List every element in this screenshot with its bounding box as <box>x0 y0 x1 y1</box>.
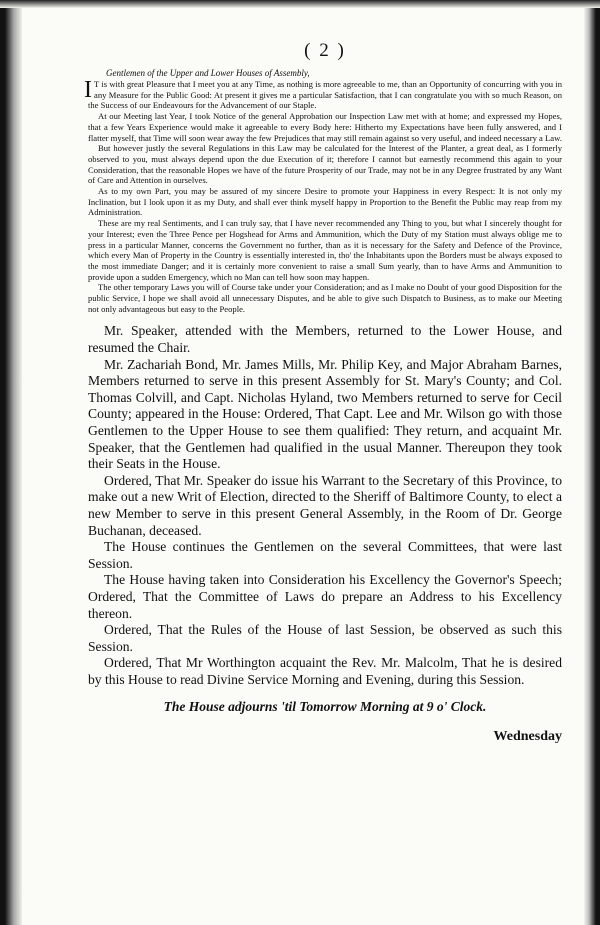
salutation: Gentlemen of the Upper and Lower Houses of Assembly, <box>106 68 310 78</box>
catchword: Wednesday <box>493 728 562 744</box>
address-paragraph-2: At our Meeting last Year, I took Notice of the general Approbation our Inspection Law met with at home; and expressed my Hopes, that a few Years Experience would make it agreeable to every Body here: Hitherto my Expectations have been fully answered, and I flatter myself, that Time will soon wear away the few Prejudices that may still remain against so very useful, and indeed necessary a Law. <box>88 111 562 143</box>
address-paragraph-5: These are my real Sentiments, and I can truly say, that I have never recommended any Thing to you, but what I sincerely thought for your Interest; even the Three Pence per Hogshead for Arms and Ammunition, which the Duty of my Station must always oblige me to press in a particular Manner, concerns the Government no further, than as it is necessary for the Safety and Defence of the Province, which every Man of Property in the Country is essentially interested in, tho' the Inhabitants upon the Borders must be always exposed to the most immediate Danger; and it is certainly more convenient to raise a small Sum yearly, than to have Arms and Ammunition to provide upon a sudden Emergency, which no Man can tell how soon may happen. <box>88 218 562 282</box>
proceedings-paragraph-7: Ordered, That Mr Worthington acquaint the Rev. Mr. Malcolm, That he is desired by this House to read Divine Service Morning and Evening, during this Session. <box>88 655 562 687</box>
address-paragraph-3: But however justly the several Regulations in this Law may be calculated for the Interest of the Planter, a great deal, as I formerly observed to you, must always depend upon the due Execution of it; therefore I cannot but earnestly recommend this again to your Consideration, that the reasonable Hopes we have of the future Prosperity of our Trade, may not be in any Degree frustrated by any Want of Care and Attention in ourselves. <box>88 143 562 186</box>
address-paragraph-1 <box>84 77 562 111</box>
proceedings-paragraph-5: The House having taken into Consideration his Excellency the Governor's Speech; Ordered, That the Committee of Laws do prepare an Address to his Excellency thereon. <box>88 572 562 621</box>
drop-cap: I <box>84 77 92 103</box>
house-proceedings <box>88 323 562 688</box>
address-paragraph-6: The other temporary Laws you will of Course take under your Consideration; and as I make no Doubt of your good Disposition for the public Service, I hope we shall avoid all unnecessary Disputes, and be able to give such Dispatch to Business, as to make our Meeting not only advantageous but easy to the People. <box>88 282 562 314</box>
proceedings-paragraph-4: The House continues the Gentlemen on the several Committees, that were last Session. <box>88 539 562 571</box>
adjournment-line: The House adjourns 'til Tomorrow Morning at 9 o' Clock. <box>163 698 487 714</box>
page-content <box>84 40 562 745</box>
scan-edge-left <box>0 0 22 925</box>
proceedings-paragraph-6: Ordered, That the Rules of the House of last Session, be observed as such this Session. <box>88 622 562 654</box>
scan-edge-right <box>584 0 600 925</box>
scan-edge-top <box>0 0 600 8</box>
address-paragraph-4: As to my own Part, you may be assured of my sincere Desire to promote your Happiness in every Respect: It is not only my Inclination, but I look upon it as my Duty, and shall ever think myself happy in Proportion to the Benefit the Public may reap from my Administration. <box>88 186 562 218</box>
proceedings-paragraph-3: Ordered, That Mr. Speaker do issue his Warrant to the Secretary of this Province, to make out a new Writ of Election, directed to the Sheriff of Baltimore County, to elect a new Member to serve in this present General Assembly, in the Room of Dr. George Buchanan, deceased. <box>88 472 562 538</box>
proceedings-paragraph-2: Mr. Zachariah Bond, Mr. James Mills, Mr. Philip Key, and Major Abraham Barnes, Members returned to serve in this present Assembly for St. Mary's County; and Col. Thomas Colvill, and Capt. Nicholas Hyland, two Members returned to serve for Cecil County; appeared in the House: Ordered, That Capt. Lee and Mr. Wilson go with those Gentlemen to the Upper House to see them qualified: They return, and acquaint Mr. Speaker, that the Gentlemen had qualified in the usual Manner. Thereupon they took their Seats in the House. <box>88 356 562 472</box>
address-paragraph-1-text: T is with great Pleasure that I meet you at any Time, as nothing is more agreeable to me, than an Opportunity of concurring with you in any Measure for the Public Good: At present it gives me a particular Satisfaction, that I can congratulate you with so much Reason, on the Success of our Endeavours for the Advancement of our Staple. <box>88 79 562 111</box>
proceedings-paragraph-1: Mr. Speaker, attended with the Members, returned to the Lower House, and resumed the Chair. <box>88 323 562 356</box>
governor-address <box>84 68 562 314</box>
page-number: ( 2 ) <box>304 40 346 61</box>
